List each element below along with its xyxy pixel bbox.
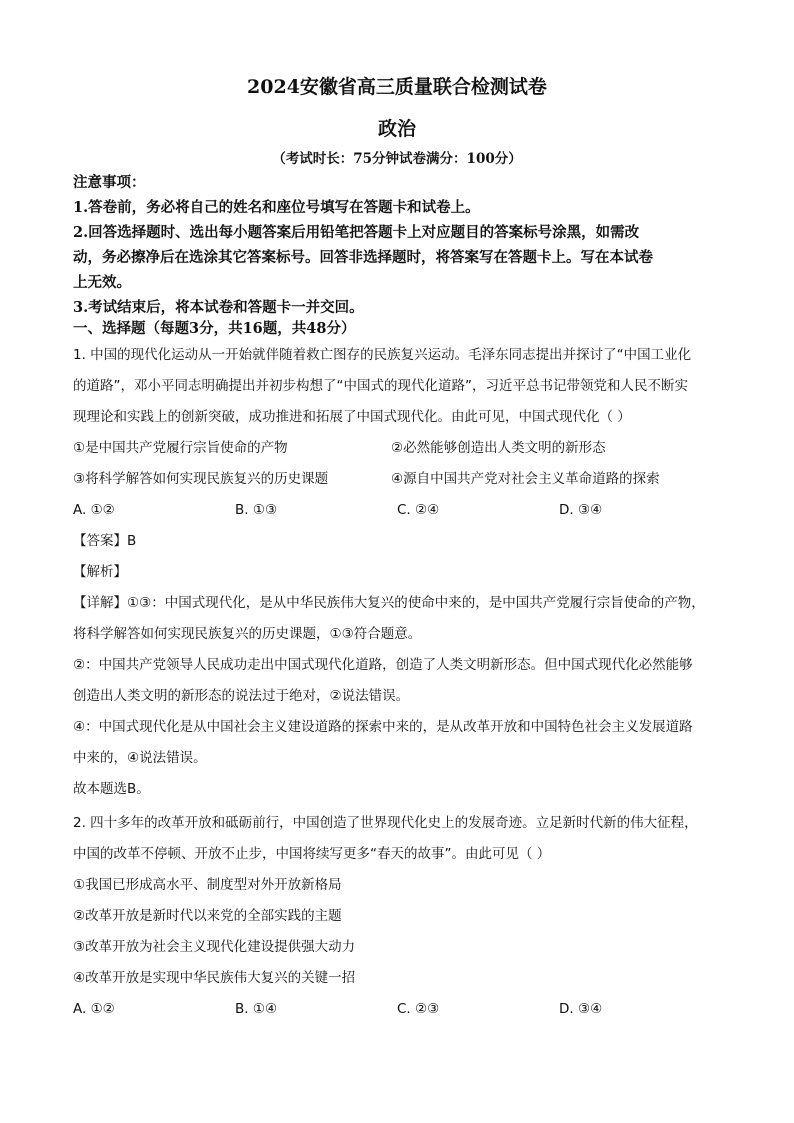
choice-c: C. ②③ [397, 1001, 440, 1017]
detail-line: 故本题选B。 [73, 781, 150, 797]
choice-d: D. ③④ [559, 1001, 603, 1017]
notice-line: 3.考试结束后，将本试卷和答题卡一并交回。 [73, 299, 364, 316]
notice-line: 2.回答选择题时、选出每小题答案后用铅笔把答题卡上对应题目的答案标号涂黑，如需改 [73, 224, 640, 241]
answer-value: B [127, 533, 137, 549]
notice-line: 上无效。 [73, 274, 131, 291]
notices [73, 170, 723, 320]
choice-d: D. ③④ [559, 502, 603, 518]
question-stem-line: 现理论和实践上的创新突破，成功推进和拓展了中国式现代化。由此可见，中国式现代化（ ） [73, 409, 631, 425]
page-title: 2024安徽省高三质量联合检测试卷 [247, 76, 547, 98]
question-stem-line: 1. 中国的现代化运动从一开始就伴随着救亡图存的民族复兴运动。毛泽东同志提出并探讨了“中国工业化 [73, 347, 692, 363]
choice-c: C. ②④ [397, 502, 440, 518]
notice-line: 1.答卷前，务必将自己的姓名和座位号填写在答题卡和试卷上。 [73, 199, 480, 216]
statement: ①我国已形成高水平、制度型对外开放新格局 [73, 877, 342, 893]
choice-b: B. ①③ [235, 502, 278, 518]
statement-row [73, 464, 725, 495]
statement: ②必然能够创造出人类文明的新形态 [391, 440, 606, 456]
detail-line: 中来的，④说法错误。 [73, 750, 207, 766]
subject-title: 政治 [377, 118, 416, 140]
statement-row [73, 433, 725, 464]
statement: ①是中国共产党履行宗旨使命的产物 [73, 440, 288, 456]
statement: ②改革开放是新时代以来党的全部实践的主题 [73, 908, 342, 924]
choice-b: B. ①④ [235, 1001, 278, 1017]
statement: ③改革开放为社会主义现代化建设提供强大动力 [73, 939, 356, 955]
detail-line: ②：中国共产党领导人民成功走出中国式现代化道路，创造了人类文明新形态。但中国式现代化必然能够 [73, 657, 693, 673]
answer-tag: 【答案】 [73, 533, 127, 549]
exam-info: （考试时长：75分钟试卷满分：100分） [272, 151, 522, 167]
answer-line [73, 526, 725, 557]
statement: ④源自中国共产党对社会主义革命道路的探索 [391, 471, 660, 487]
notice-line: 动，务必擦净后在选涂其它答案标号。回答非选择题时，将答案写在答题卡上。写在本试卷 [73, 249, 653, 266]
statement: ③将科学解答如何实现民族复兴的历史课题 [73, 471, 329, 487]
question-1 [73, 340, 725, 805]
question-stem-line: 中国的改革不停顿、开放不止步，中国将续写更多“春天的故事”。由此可见（ ） [73, 846, 551, 862]
detail-line: 将科学解答如何实现民族复兴的历史课题，①③符合题意。 [73, 626, 422, 642]
analysis-tag: 【解析】 [73, 564, 127, 580]
detail-line: ④：中国式现代化是从中国社会主义建设道路的探索中来的，是从改革开放和中国特色社会主义发展道路 [73, 719, 693, 735]
section-heading: 一、选择题（每题3分，共16题，共48分） [73, 320, 356, 337]
detail-line: 创造出人类文明的新形态的说法过于绝对，②说法错误。 [73, 688, 410, 704]
question-stem-line: 2. 四十多年的改革开放和砥砺前行，中国创造了世界现代化史上的发展奇迹。立足新时代新的伟大征程， [73, 815, 698, 831]
detail-line: 【详解】①③：中国式现代化，是从中华民族伟大复兴的使命中来的，是中国共产党履行宗旨使命的产物， [73, 595, 705, 611]
choice-row [73, 994, 725, 1025]
choice-row [73, 495, 725, 526]
question-2 [73, 808, 725, 1025]
statement: ④改革开放是实现中华民族伟大复兴的关键一招 [73, 970, 356, 986]
choice-a: A. ①② [73, 1001, 115, 1017]
question-stem-line: 的道路”，邓小平同志明确提出并初步构想了“中国式的现代化道路”，习近平总书记带领党和人民不断实 [73, 378, 688, 394]
choice-a: A. ①② [73, 502, 115, 518]
notices-heading: 注意事项： [73, 174, 146, 191]
